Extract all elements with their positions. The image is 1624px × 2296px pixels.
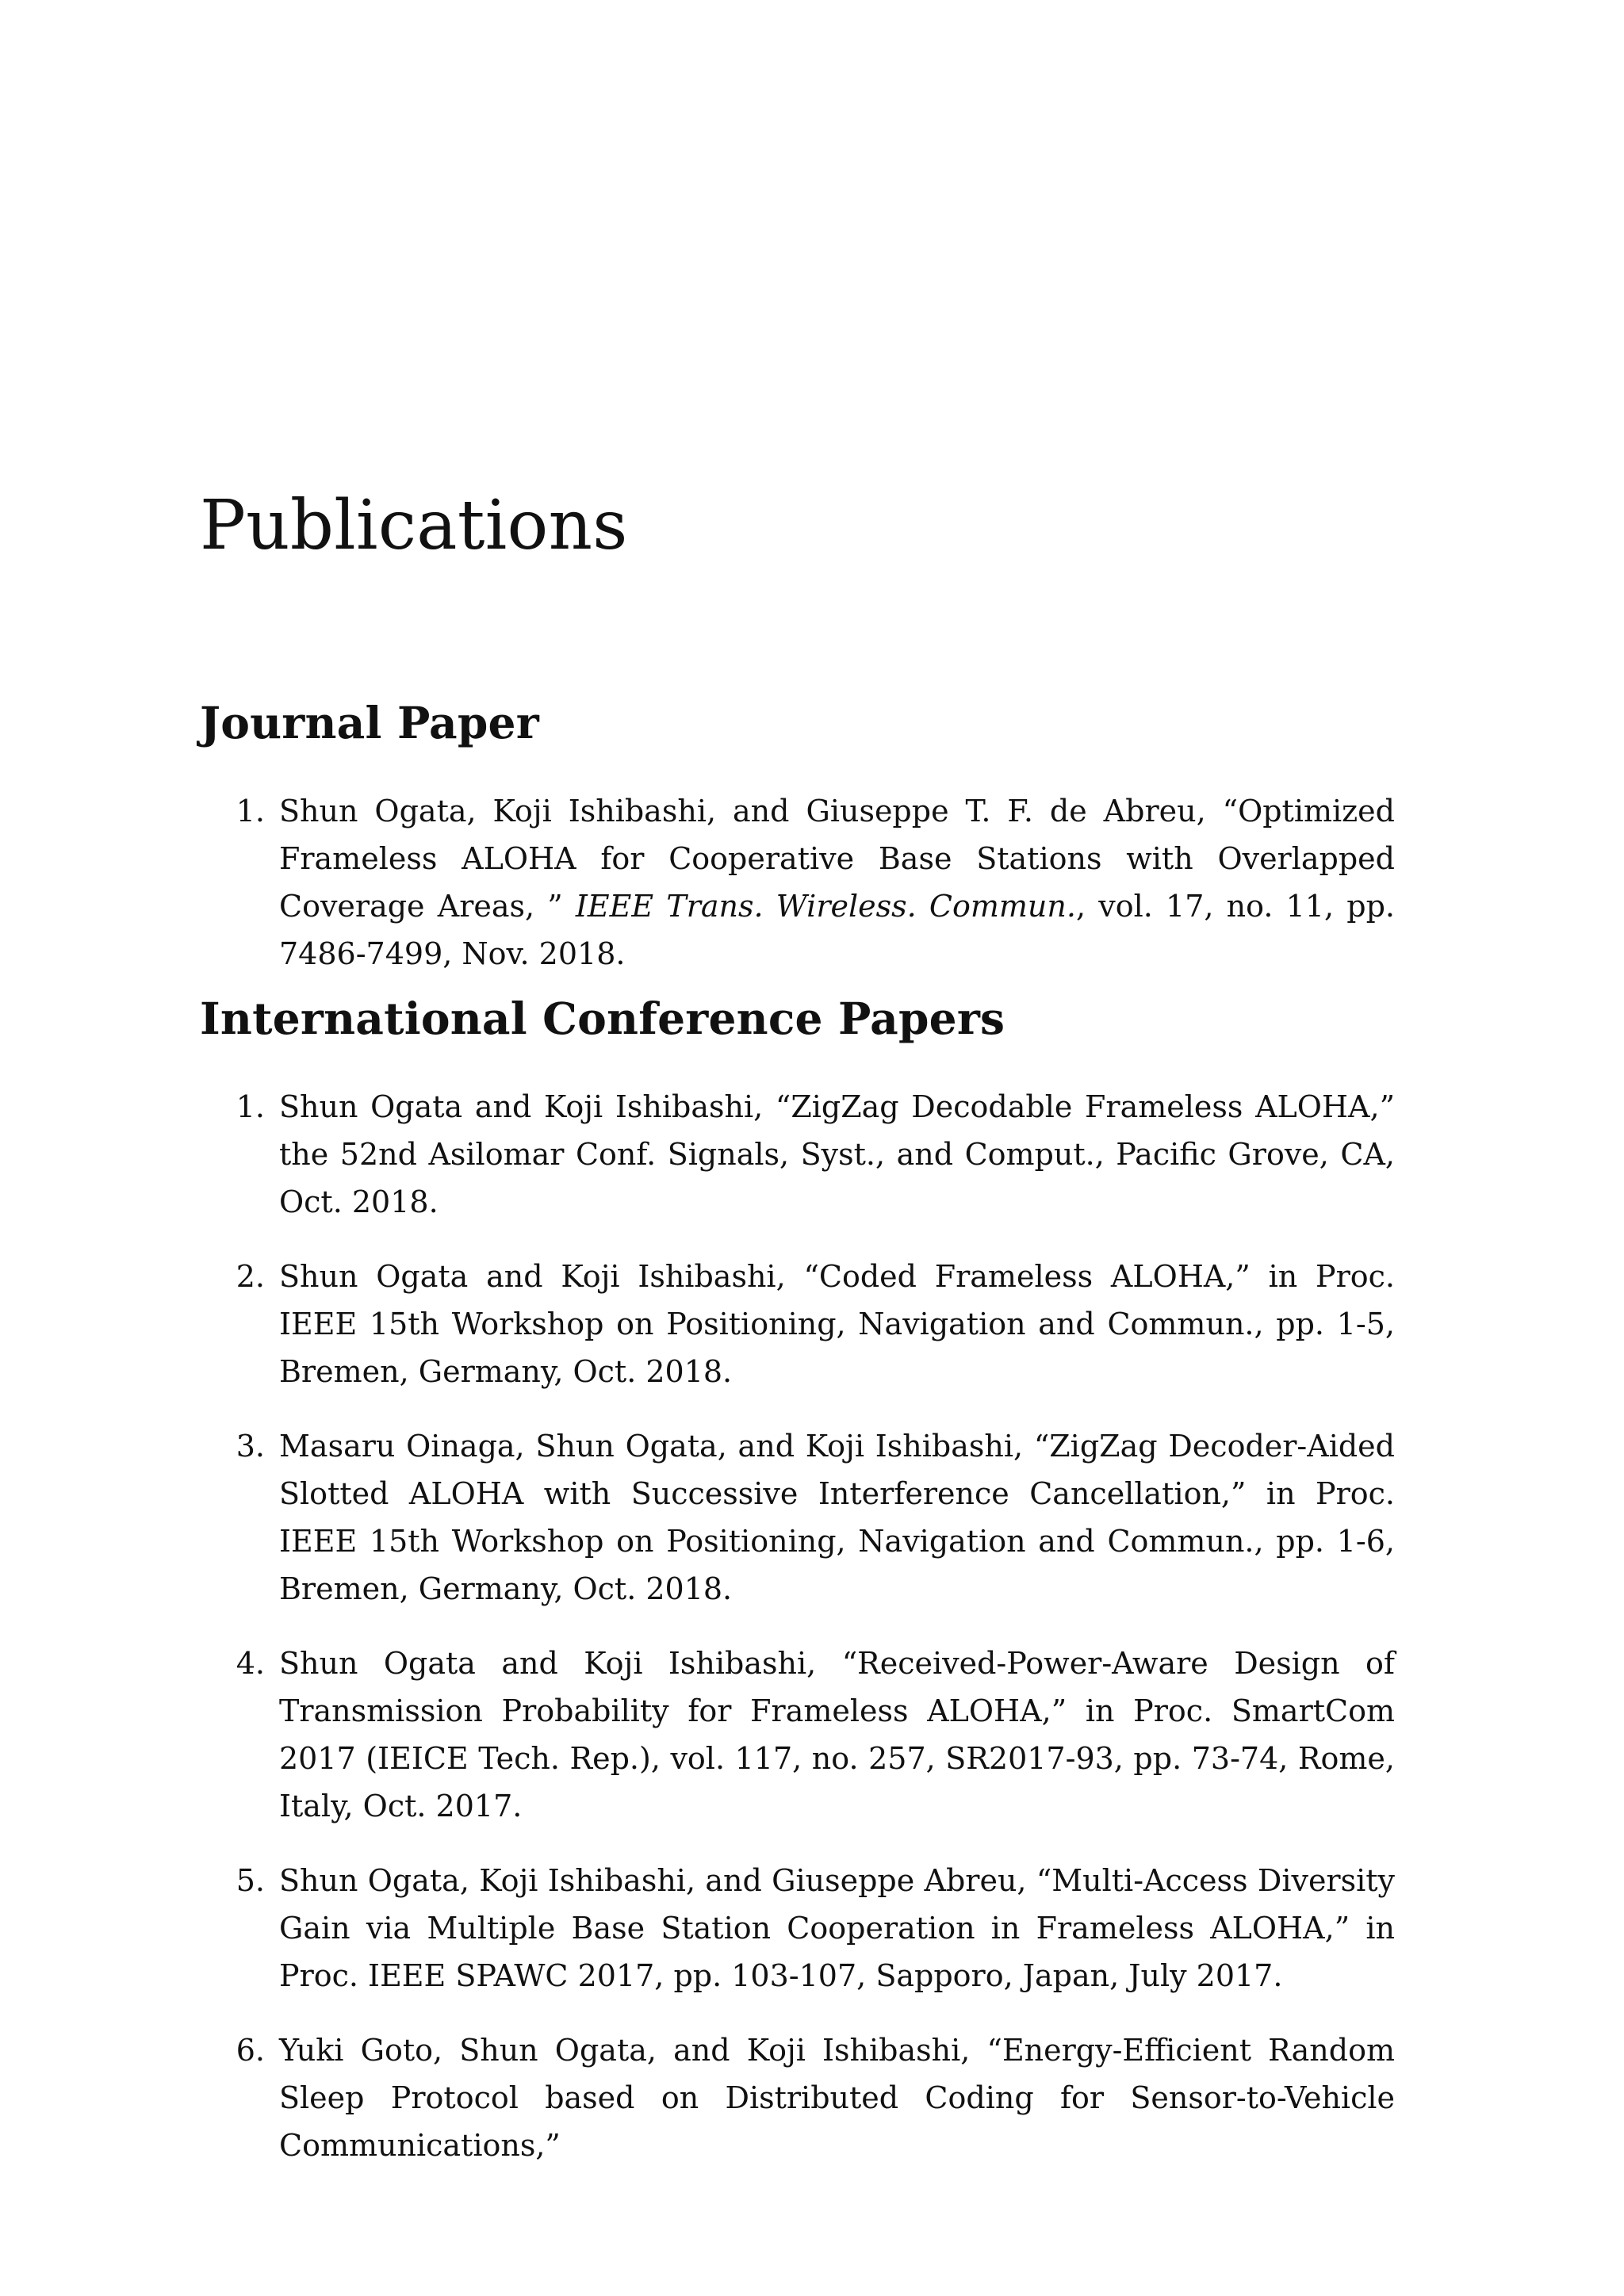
page-title: Publications [200, 486, 628, 565]
journal-publication-item [200, 787, 1395, 978]
conference-section-heading: International Conference Papers [200, 993, 1005, 1044]
conference-publication-item [200, 1640, 1395, 1830]
publication-number: 1. [236, 794, 265, 828]
publication-number: 4. [236, 1646, 265, 1681]
journal-section-heading: Journal Paper [200, 697, 539, 748]
publication-number: 6. [236, 2033, 265, 2068]
publication-citation: Shun Ogata and Koji Ishibashi, “Coded Frameless ALOHA,” in Proc. IEEE 15th Workshop on Positioning, Navigation and Commun., pp. 1-5, Bremen, Germany, Oct. 2018. [279, 1259, 1395, 1389]
journal-name: IEEE Trans. Wireless. Commun. [575, 889, 1076, 924]
publication-number: 1. [236, 1089, 265, 1124]
journal-publication-list [200, 787, 1395, 1004]
citation-authors-title: Shun Ogata, Koji Ishibashi, and Giuseppe T. F. de Abreu, “Optimized Frameless ALOHA for Cooperative Base Stations with Overlapped Coverage Areas, ” [279, 794, 1395, 924]
conference-publication-list [200, 1083, 1395, 2196]
conference-publication-item [200, 1857, 1395, 1999]
publication-citation: Shun Ogata, Koji Ishibashi, and Giuseppe Abreu, “Multi-Access Diversity Gain via Multiple Base Station Cooperation in Frameless ALOHA,” in Proc. IEEE SPAWC 2017, pp. 103-107, Sapporo, Japan, July 2017. [279, 1863, 1395, 1993]
publication-citation: Masaru Oinaga, Shun Ogata, and Koji Ishibashi, “ZigZag Decoder-Aided Slotted ALOHA with Successive Interference Cancellation,” in Proc. IEEE 15th Workshop on Positioning, Navigation and Commun., pp. 1-6, Bremen, Germany, Oct. 2018. [279, 1429, 1395, 1606]
publication-number: 5. [236, 1863, 265, 1898]
publication-citation: Shun Ogata and Koji Ishibashi, “ZigZag Decodable Frameless ALOHA,” the 52nd Asilomar Conf. Signals, Syst., and Comput., Pacific Grove, CA, Oct. 2018. [279, 1089, 1395, 1219]
publication-number: 3. [236, 1429, 265, 1464]
publication-citation: Yuki Goto, Shun Ogata, and Koji Ishibashi, “Energy-Efficient Random Sleep Protocol based on Distributed Coding for Sensor-to-Vehicle Communications,” [279, 2033, 1395, 2163]
conference-publication-item [200, 1083, 1395, 1226]
citation-details: , vol. 17, no. 11, pp. 7486-7499, Nov. 2018. [279, 889, 1395, 971]
conference-publication-item [200, 1422, 1395, 1613]
publication-citation: Shun Ogata and Koji Ishibashi, “Received-Power-Aware Design of Transmission Probability for Frameless ALOHA,” in Proc. SmartCom 2017 (IEICE Tech. Rep.), vol. 117, no. 257, SR2017-93, pp. 73-74, Rome, Italy, Oct. 2017. [279, 1646, 1395, 1823]
conference-publication-item [200, 1253, 1395, 1395]
conference-publication-item [200, 2026, 1395, 2169]
publication-citation [279, 787, 1395, 978]
publication-number: 2. [236, 1259, 265, 1294]
